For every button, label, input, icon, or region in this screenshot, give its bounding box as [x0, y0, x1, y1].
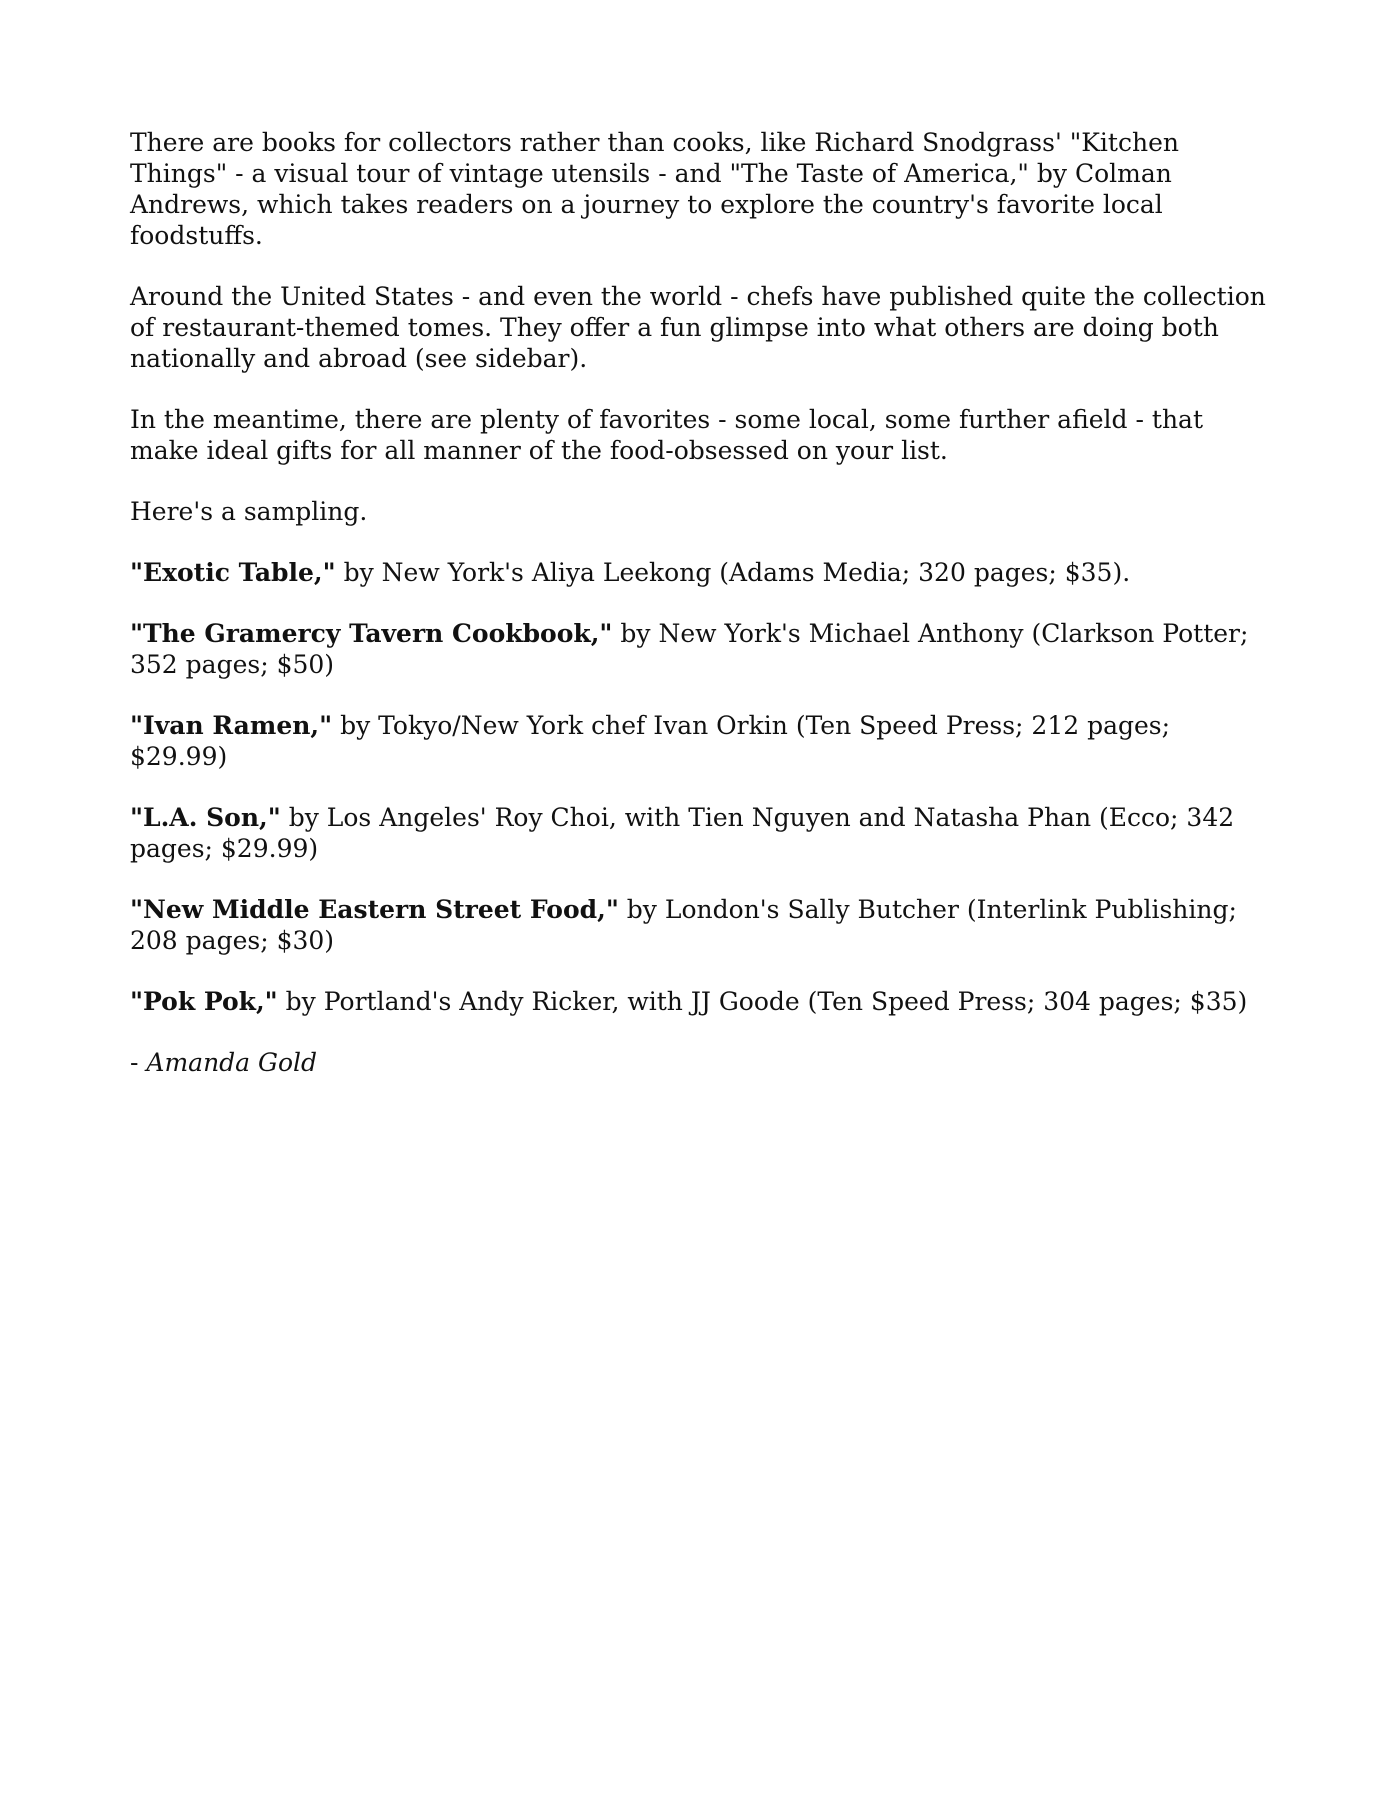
intro-paragraph: There are books for collectors rather than cooks, like Richard Snodgrass' "Kitchen Things" - a visual tour of vintage utensils - and "The Taste of America," by Colman Andrews, which takes readers on a journey to explore the country's favorite local foodstuffs. — [130, 128, 1179, 250]
book-details: by Portland's Andy Ricker, with JJ Goode (Ten Speed Press; 304 pages; $35) — [277, 987, 1248, 1016]
intro-paragraph: Here's a sampling. — [130, 497, 368, 526]
book-entry — [130, 710, 1270, 772]
intro-paragraph: In the meantime, there are plenty of favorites - some local, some further afield - that make ideal gifts for all manner of the food-obsessed on your list. — [130, 405, 1203, 465]
book-details: by Los Angeles' Roy Choi, with Tien Nguyen and Natasha Phan (Ecco; 342 pages; $29.99) — [130, 803, 1235, 863]
article-body — [130, 127, 1270, 1108]
book-entry — [130, 618, 1270, 680]
book-title: "Ivan Ramen," — [130, 711, 333, 740]
book-details: by New York's Aliya Leekong (Adams Media; 320 pages; $35). — [335, 558, 1131, 587]
book-title: "Exotic Table," — [130, 558, 336, 587]
book-details: by London's Sally Butcher (Interlink Publishing; 208 pages; $30) — [130, 895, 1237, 955]
book-title: "New Middle Eastern Street Food," — [130, 895, 619, 924]
book-details: by New York's Michael Anthony (Clarkson Potter; 352 pages; $50) — [130, 619, 1249, 679]
byline-author: Amanda Gold — [146, 1048, 318, 1077]
intro-paragraph: Around the United States - and even the world - chefs have published quite the collection of restaurant-themed tomes. They offer a fun glimpse into what others are doing both nationally and abroad (see sidebar). — [130, 282, 1266, 373]
book-details: by Tokyo/New York chef Ivan Orkin (Ten Speed Press; 212 pages; $29.99) — [130, 711, 1171, 771]
book-title: "Pok Pok," — [130, 987, 278, 1016]
book-entry — [130, 802, 1270, 864]
book-title: "The Gramercy Tavern Cookbook," — [130, 619, 613, 648]
book-entry — [130, 986, 1270, 1017]
book-entry — [130, 557, 1270, 588]
book-entry — [130, 894, 1270, 956]
byline-dash: - — [130, 1048, 147, 1077]
byline — [130, 1047, 1270, 1078]
book-title: "L.A. Son," — [130, 803, 281, 832]
